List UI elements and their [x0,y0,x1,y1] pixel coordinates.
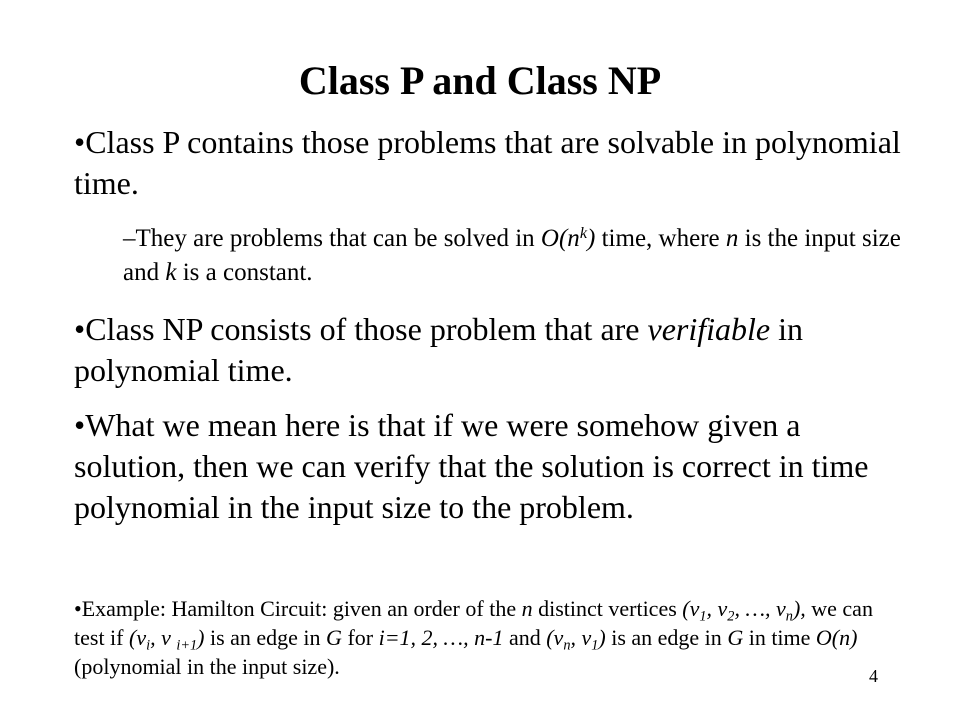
sub-bullet-polynomial-time: –They are problems that can be solved in $O(n^k)$ time, where n is the input size and k is a constant. [123,223,901,286]
bullet-marker: • [74,124,86,160]
bullet-class-np: •Class NP consists of those problem that are verifiable in polynomial time. [74,311,804,388]
example-hamilton-circuit: •Example: Hamilton Circuit: given an order of the n distinct vertices ($v_1$, $v_2$, …, $v_n$), we can test if ($v_i$, v $_{i+1}$) is an edge in G for i=1, 2, …, n-1 and ($v_n$, $v_1$) is an edge in G in time O(n) (polynomial in the input size). [74,596,873,679]
sub-bullet-marker: – [123,225,136,252]
bullet-meaning [74,405,904,528]
verifiable-term: verifiable [647,311,771,347]
bullet-class-p [74,122,904,204]
bullet-marker: • [74,596,82,621]
bullet-marker: • [74,311,86,347]
slide-title: Class P and Class NP [298,58,662,103]
bullet-text: Class P contains those problems that are solvable in polynomial time. [74,124,901,201]
bullet-text: What we mean here is that if we were somehow given a solution, then we can verify that the solution is correct in time polynomial in the input size to the problem. [74,407,869,525]
page-number: 4 [869,666,878,686]
bullet-marker: • [74,407,86,443]
